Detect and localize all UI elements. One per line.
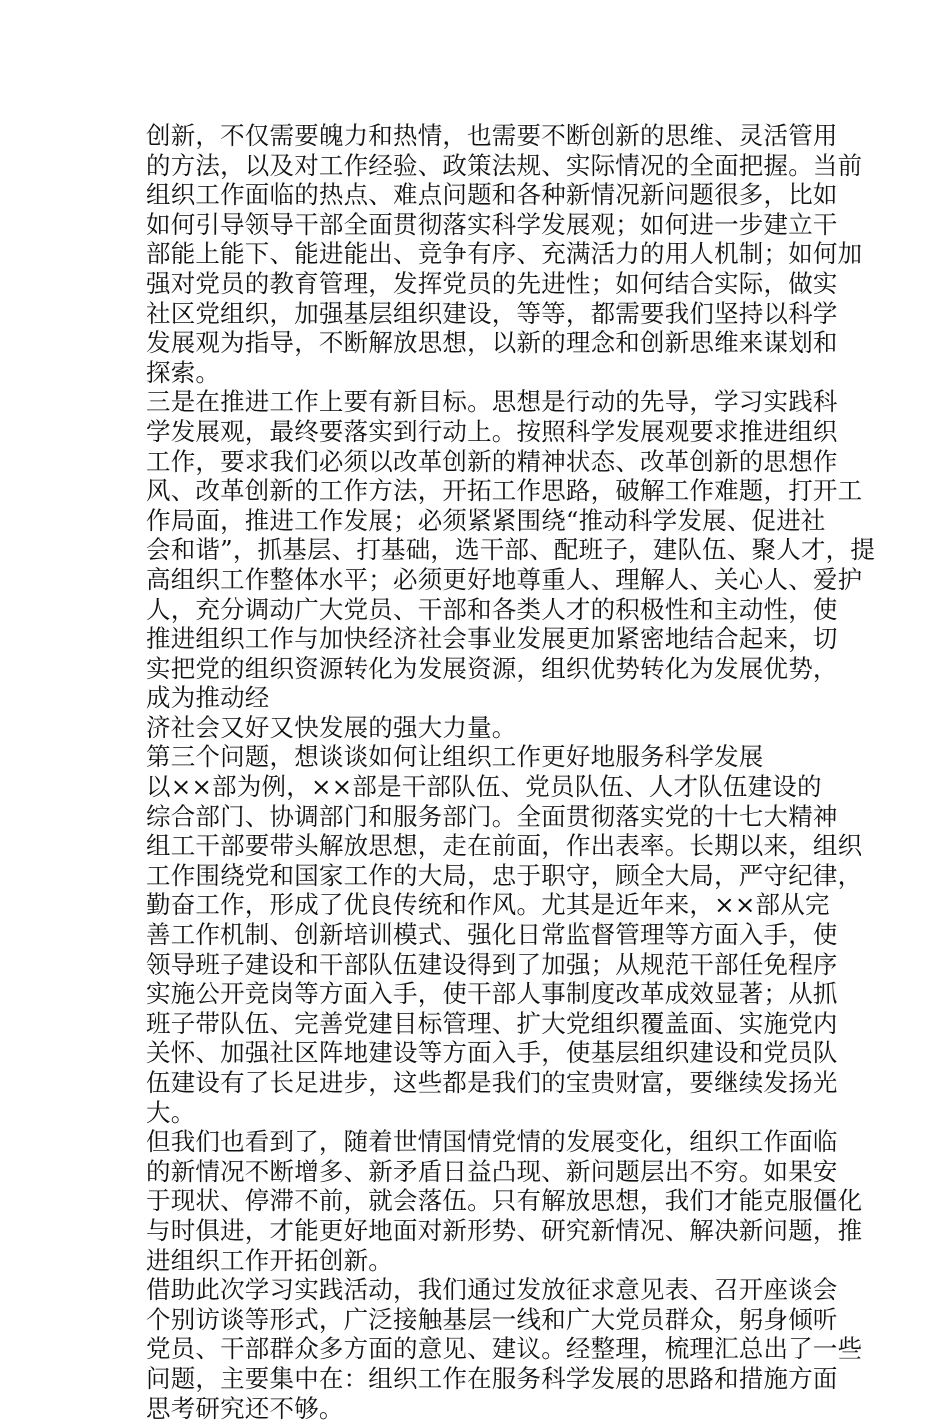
text-line: 三是在推进工作上要有新目标。思想是行动的先导，学习实践科 xyxy=(146,387,838,417)
text-line: 组织工作面临的热点、难点问题和各种新情况新问题很多，比如 xyxy=(146,180,838,210)
text-line: 领导班子建设和干部队伍建设得到了加强；从规范干部任免程序 xyxy=(146,949,838,979)
text-line: 学发展观，最终要落实到行动上。按照科学发展观要求推进组织 xyxy=(146,416,838,446)
text-line: 问题，主要集中在：组织工作在服务科学发展的思路和措施方面 xyxy=(146,1363,838,1393)
text-line: 发展观为指导，不断解放思想，以新的理念和创新思维来谋划和 xyxy=(146,328,838,358)
text-line: 会和谐”，抓基层、打基础，选干部、配班子，建队伍、聚人才，提 xyxy=(146,535,876,565)
text-line: 勤奋工作，形成了优良传统和作风。尤其是近年来，××部从完 xyxy=(146,890,830,920)
text-line: 班子带队伍、完善党建目标管理、扩大党组织覆盖面、实施党内 xyxy=(146,1008,838,1038)
text-line: 以××部为例，××部是干部队伍、党员队伍、人才队伍建设的 xyxy=(146,772,822,802)
text-line: 大。 xyxy=(146,1097,196,1127)
text-line: 强对党员的教育管理，发挥党员的先进性；如何结合实际，做实 xyxy=(146,268,838,298)
text-line: 成为推动经 xyxy=(146,683,270,713)
text-line: 实施公开竞岗等方面入手，使干部人事制度改革成效显著；从抓 xyxy=(146,979,838,1009)
text-line: 部能上能下、能进能出、竞争有序、充满活力的用人机制；如何加 xyxy=(146,239,863,269)
text-line: 工作，要求我们必须以改革创新的精神状态、改革创新的思想作 xyxy=(146,446,838,476)
text-line: 党员、干部群众多方面的意见、建议。经整理，梳理汇总出了一些 xyxy=(146,1334,863,1364)
text-line: 与时俱进，才能更好地面对新形势、研究新情况、解决新问题，推 xyxy=(146,1215,863,1245)
text-line: 善工作机制、创新培训模式、强化日常监督管理等方面入手，使 xyxy=(146,920,838,950)
text-line: 济社会又好又快发展的强大力量。 xyxy=(146,712,517,742)
text-line: 思考研究还不够。 xyxy=(146,1393,344,1423)
text-line: 伍建设有了长足进步，这些都是我们的宝贵财富，要继续发扬光 xyxy=(146,1068,838,1097)
text-line: 进组织工作开拓创新。 xyxy=(146,1245,393,1275)
text-line: 个别访谈等形式，广泛接触基层一线和广大党员群众，躬身倾听 xyxy=(146,1304,838,1334)
text-line: 创新，不仅需要魄力和热情，也需要不断创新的思维、灵活管用 xyxy=(146,121,838,150)
text-line: 借助此次学习实践活动，我们通过发放征求意见表、召开座谈会 xyxy=(146,1275,838,1305)
text-line: 综合部门、协调部门和服务部门。全面贯彻落实党的十七大精神 xyxy=(146,801,838,831)
text-line: 风、改革创新的工作方法，开拓工作思路，破解工作难题，打开工 xyxy=(146,476,863,506)
text-line: 作局面，推进工作发展；必须紧紧围绕“推动科学发展、促进社 xyxy=(146,505,826,535)
text-line: 组工干部要带头解放思想，走在前面，作出表率。长期以来，组织 xyxy=(146,831,863,861)
text-line: 高组织工作整体水平；必须更好地尊重人、理解人、关心人、爱护 xyxy=(146,564,863,594)
text-line: 推进组织工作与加快经济社会事业发展更加紧密地结合起来，切 xyxy=(146,624,838,654)
text-line: 但我们也看到了，随着世情国情党情的发展变化，组织工作面临 xyxy=(146,1127,838,1157)
text-line: 工作围绕党和国家工作的大局，忠于职守，顾全大局，严守纪律， xyxy=(146,860,863,890)
text-line: 的方法，以及对工作经验、政策法规、实际情况的全面把握。当前 xyxy=(146,150,863,180)
text-line: 于现状、停滞不前，就会落伍。只有解放思想，我们才能克服僵化 xyxy=(146,1186,863,1216)
text-line: 关怀、加强社区阵地建设等方面入手，使基层组织建设和党员队 xyxy=(146,1038,838,1068)
text-line: 人，充分调动广大党员、干部和各类人才的积极性和主动性，使 xyxy=(146,594,838,624)
text-line: 社区党组织，加强基层组织建设，等等，都需要我们坚持以科学 xyxy=(146,298,838,328)
text-line: 第三个问题，想谈谈如何让组织工作更好地服务科学发展 xyxy=(146,742,764,772)
text-line: 如何引导领导干部全面贯彻落实科学发展观；如何进一步建立干 xyxy=(146,209,838,239)
text-line: 探索。 xyxy=(146,357,221,387)
text-line: 实把党的组织资源转化为发展资源，组织优势转化为发展优势， xyxy=(146,653,838,683)
text-line: 的新情况不断增多、新矛盾日益凸现、新问题层出不穷。如果安 xyxy=(146,1156,838,1186)
document-body xyxy=(146,121,876,1423)
